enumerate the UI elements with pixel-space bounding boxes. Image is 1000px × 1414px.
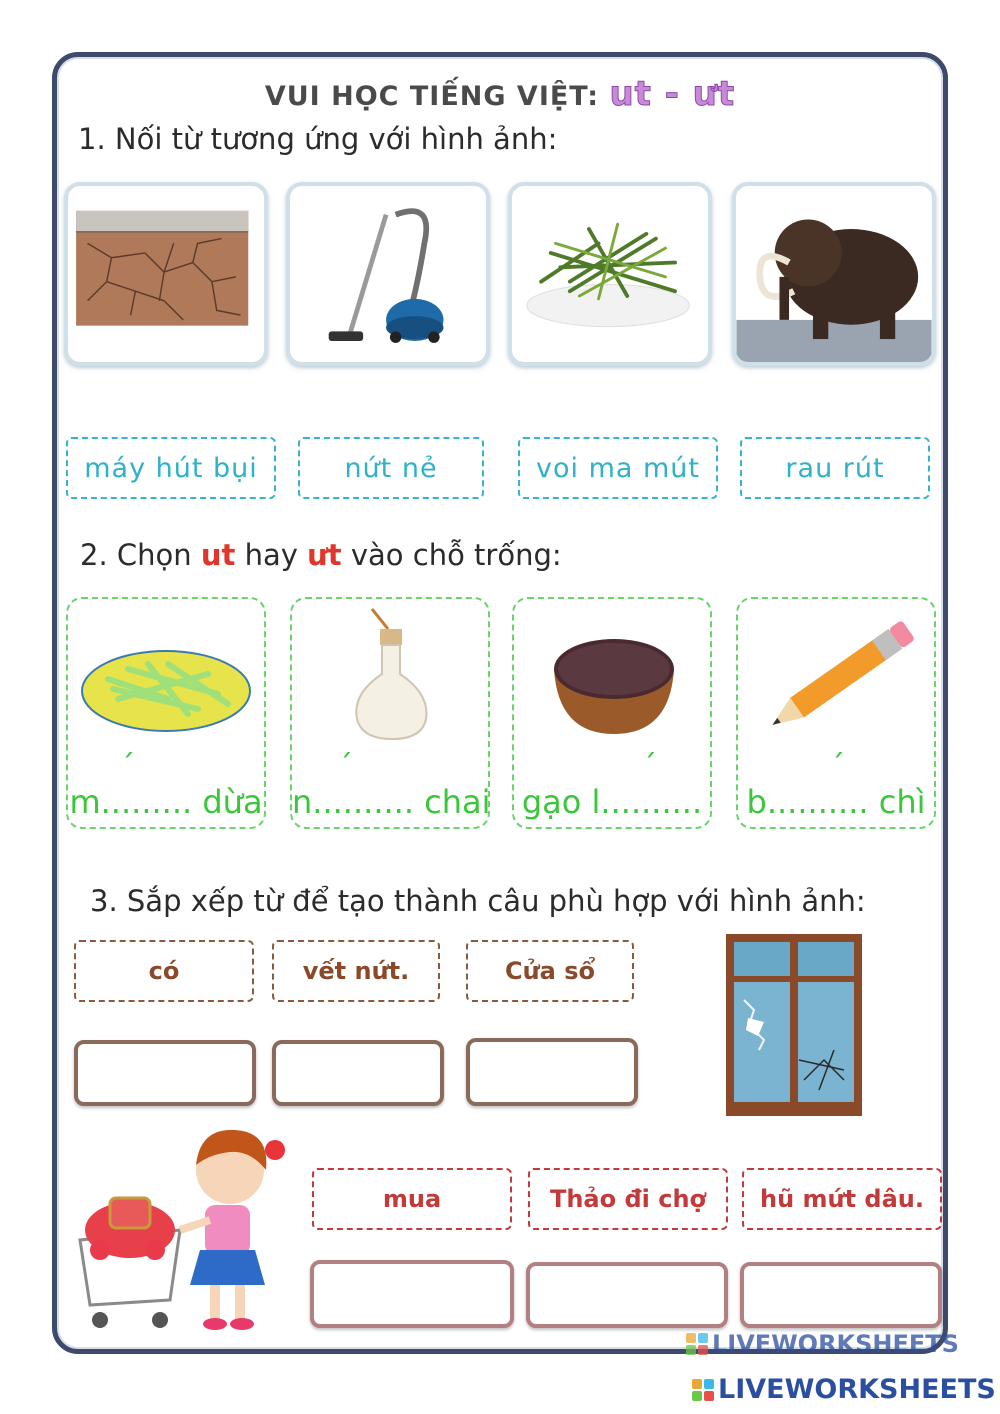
answer-slot[interactable] — [466, 1038, 638, 1106]
fill-card — [512, 597, 712, 829]
fill-card — [66, 597, 266, 829]
fill-card — [736, 597, 936, 829]
liveworksheets-badge-icon — [686, 1333, 708, 1355]
section3-heading: 3. Sắp xếp từ để tạo thành câu phù hợp với hình ảnh: — [90, 884, 866, 918]
word-card[interactable]: Thảo đi chợ — [528, 1168, 728, 1230]
word-card[interactable]: máy hút bụi — [66, 437, 276, 499]
word-card[interactable]: có — [74, 940, 254, 1002]
title-rhymes: ut - ưt — [609, 74, 736, 114]
page-title — [0, 74, 1000, 114]
vegetable-dish-image — [508, 182, 712, 366]
answer-slot[interactable] — [74, 1040, 256, 1106]
section2-heading: 2. Chọn ut hay ưt vào chỗ trống: — [80, 538, 562, 572]
tone-mark: ´ — [338, 749, 353, 784]
word-card[interactable]: Cửa sổ — [466, 940, 634, 1002]
fill-blank-text[interactable]: m......... dừa — [69, 783, 263, 821]
pencil-image — [738, 599, 934, 749]
word-card[interactable]: vết nứt. — [272, 940, 440, 1002]
rice-bowl-image — [514, 599, 710, 749]
fill-blank-text[interactable]: b.......... chì — [746, 783, 926, 821]
word-card[interactable]: voi ma mút — [518, 437, 718, 499]
answer-slot[interactable] — [740, 1262, 942, 1328]
tone-mark: ´ — [642, 749, 657, 784]
cracked-earth-image — [64, 182, 268, 366]
option-ut: ut — [200, 538, 236, 572]
title-prefix: VUI HỌC TIẾNG VIỆT: — [264, 81, 600, 112]
fill-blank-text[interactable]: gạo l.......... — [521, 783, 703, 821]
girl-shopping-image — [70, 1120, 310, 1340]
section1-heading: 1. Nối từ tương ứng với hình ảnh: — [78, 122, 558, 156]
bottle-cork-image — [292, 599, 488, 749]
answer-slot[interactable] — [310, 1260, 514, 1328]
watermark-logo: LIVEWORKSHEETS — [692, 1374, 996, 1405]
word-card[interactable]: hũ mứt dâu. — [742, 1168, 942, 1230]
watermark-logo: LIVEWORKSHEETS — [686, 1330, 959, 1358]
tone-mark: ´ — [830, 749, 845, 784]
word-card[interactable]: mua — [312, 1168, 512, 1230]
answer-slot[interactable] — [526, 1262, 728, 1328]
vacuum-cleaner-image — [286, 182, 490, 366]
fill-card — [290, 597, 490, 829]
mammoth-image — [732, 182, 936, 366]
broken-window-image — [724, 930, 864, 1120]
word-card[interactable]: rau rút — [740, 437, 930, 499]
word-card[interactable]: nứt nẻ — [298, 437, 484, 499]
answer-slot[interactable] — [272, 1040, 444, 1106]
fill-blank-text[interactable]: n.......... chai — [292, 783, 491, 821]
tone-mark: ´ — [120, 749, 135, 784]
coconut-jam-image — [68, 599, 264, 749]
option-ut-horn: ưt — [307, 538, 342, 572]
liveworksheets-badge-icon — [692, 1379, 714, 1401]
